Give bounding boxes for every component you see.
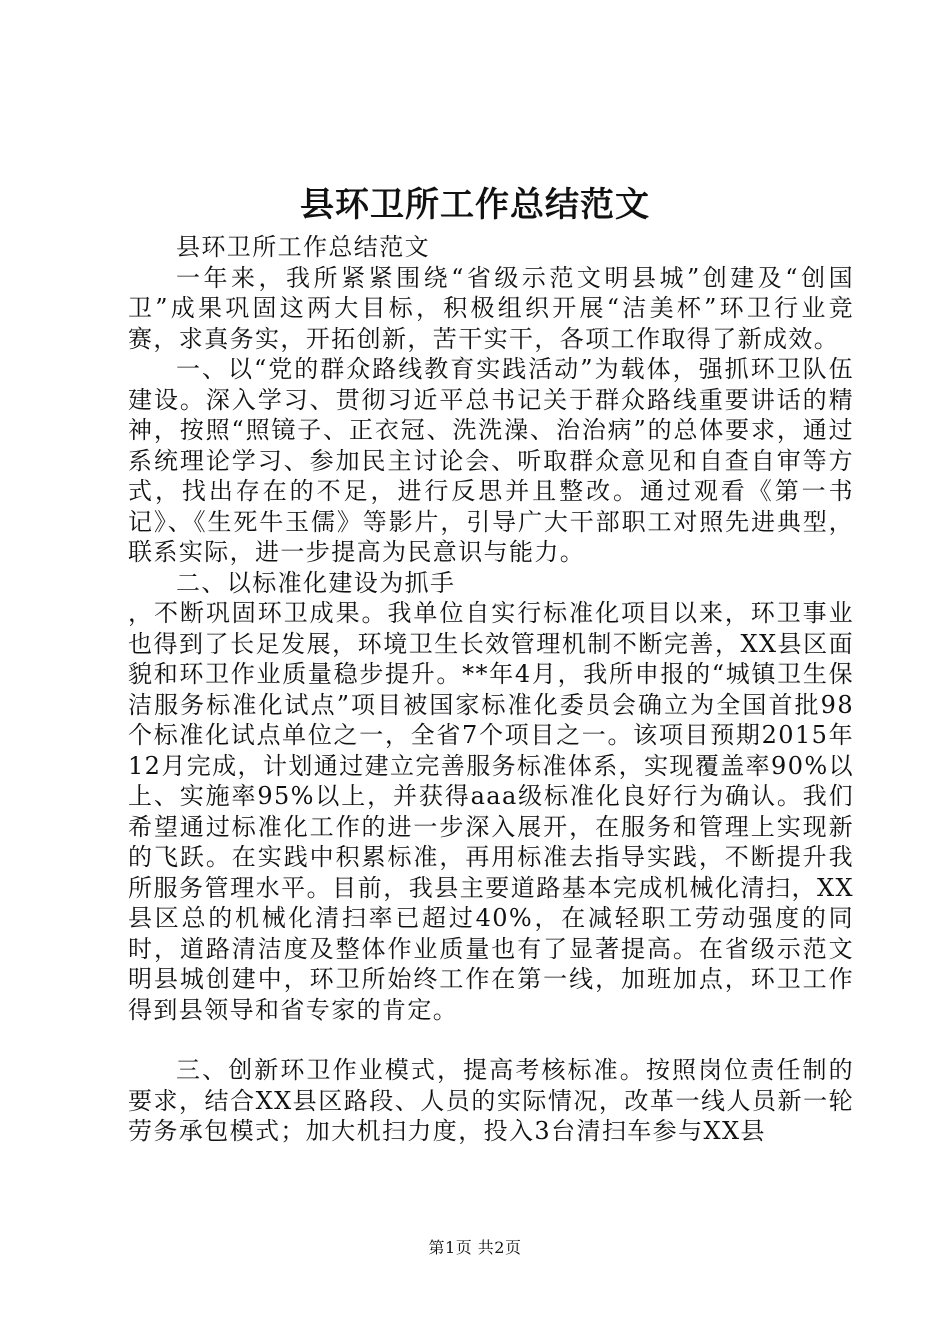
paragraph-section-1: 一、以“党的群众路线教育实践活动”为载体，强抓环卫队伍建设。深入学习、贯彻习近平总书记关于群众路线重要讲话的精神，按照“照镜子、正衣冠、洗洗澡、治治病”的总体要求，通过系统理论学习、参加民主讨论会、听取群众意见和自查自审等方式，找出存在的不足，进行反思并且整改。通过观看《第一书记》、《生死牛玉儒》等影片，引导广大干部职工对照先进典型，联系实际，进一步提高为民意识与能力。 — [128, 355, 854, 566]
document-body — [128, 232, 854, 1147]
document-title: 县环卫所工作总结范文 — [300, 185, 650, 225]
paragraph-section-2-body: ，不断巩固环卫成果。我单位自实行标准化项目以来，环卫事业也得到了长足发展，环境卫生长效管理机制不断完善，XX县区面貌和环卫作业质量稳步提升。**年4月，我所申报的“城镇卫生保洁服务标准化试点”项目被国家标准化委员会确立为全国首批98个标准化试点单位之一，全省7个项目之一。该项目预期2015年12月完成，计划通过建立完善服务标准体系，实现覆盖率90%以上、实施率95%以上，并获得aaa级标准化良好行为确认。我们希望通过标准化工作的进一步深入展开，在服务和管理上实现新的飞跃。在实践中积累标准，再用标准去指导实践，不断提升我所服务管理水平。目前，我县主要道路基本完成机械化清扫，XX县区总的机械化清扫率已超过40%，在减轻职工劳动强度的同时，道路清洁度及整体作业质量也有了显著提高。在省级示范文明县城创建中，环卫所始终工作在第一线，加班加点，环卫工作得到县领导和省专家的肯定。 — [128, 599, 854, 1024]
paragraph-intro: 一年来，我所紧紧围绕“省级示范文明县城”创建及“创国卫”成果巩固这两大目标，积极组织开展“洁美杯”环卫行业竞赛，求真务实，开拓创新，苦干实干，各项工作取得了新成效。 — [128, 263, 854, 353]
paragraph-section-2-heading: 二、以标准化建设为抓手 — [176, 568, 456, 597]
paragraph-section-3: 三、创新环卫作业模式，提高考核标准。按照岗位责任制的要求，结合XX县区路段、人员的实际情况，改革一线人员新一轮劳务承包模式；加大机扫力度，投入3台清扫车参与XX县 — [128, 1056, 854, 1145]
page-footer: 第1页 共2页 — [428, 1238, 522, 1257]
paragraph-subtitle: 县环卫所工作总结范文 — [176, 233, 430, 261]
